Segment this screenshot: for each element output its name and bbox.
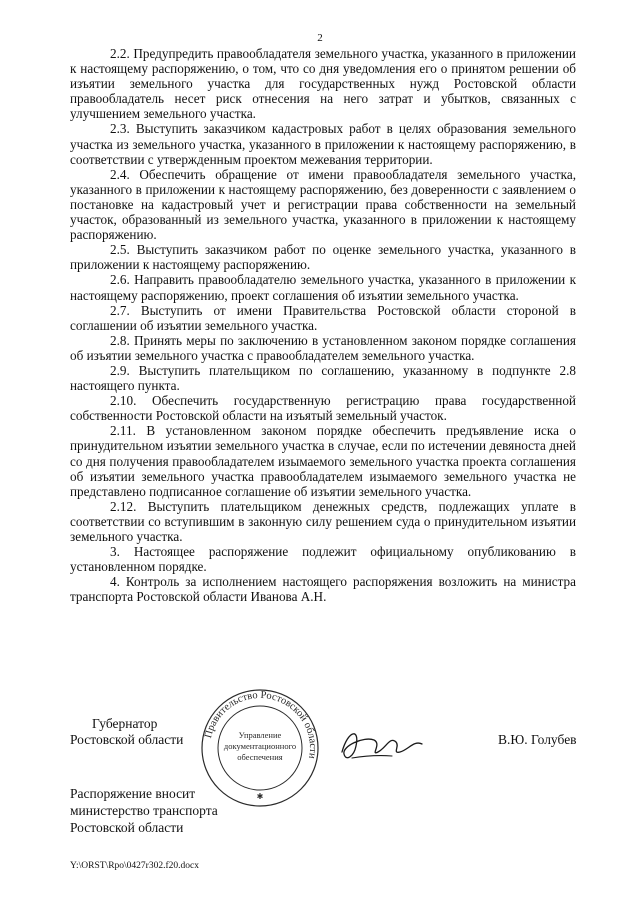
paragraph-2-5: 2.5. Выступить заказчиком работ по оценке земельного участка, указанного в приложении к настоящему распоряжению. [70, 242, 576, 273]
paragraph-2-3: 2.3. Выступить заказчиком кадастровых работ в целях образования земельного участка из земельного участка, указанного в приложении к настоящему распоряжению, в соответствии с утвержденным проектом межевания территории. [70, 121, 576, 167]
signatory-name: В.Ю. Голубев [498, 732, 577, 747]
seal-inner-line-1: Управление [238, 730, 282, 740]
svg-text:✱: ✱ [256, 792, 264, 801]
paragraph-2-8: 2.8. Принять меры по заключению в установленном законом порядке соглашения об изъятии земельного участка с правообладателем земельного участка. [70, 332, 576, 363]
paragraph-2-11: 2.11. В установленном законом порядке обеспечить предъявление иска о принудительном изъятии земельного участка в случае, если по истечении девяноста дней со дня получения правообладателем изымаемого земельного участка проекта соглашения об изъятии земельного участка правообладателем изымаемого земельного участка не представлено подписанное соглашение об изъятии земельного участка. [70, 423, 576, 499]
handwritten-signature-icon [334, 722, 430, 768]
submitter-line-3: Ростовской области [70, 820, 184, 835]
paragraph-2-12: 2.12. Выступить плательщиком денежных средств, подлежащих уплате в соответствии со вступившим в законную силу решением суда о принудительном изъятии земельного участка. [70, 498, 576, 544]
submitter-block [70, 785, 218, 836]
signatory-region: Ростовской области [70, 732, 184, 747]
paragraph-3: 3. Настоящее распоряжение подлежит официальному опубликованию в установленном порядке. [70, 544, 576, 575]
official-seal-icon [200, 688, 320, 808]
seal-inner-line-3: обеспечения [237, 752, 283, 762]
paragraph-2-9: 2.9. Выступить плательщиком по соглашению, указанному в подпункте 2.8 настоящего пункта. [70, 362, 576, 394]
paragraph-4: 4. Контроль за исполнением настоящего распоряжения возложить на министра транспорта Ростовской области Иванова А.Н. [70, 574, 576, 605]
seal-outer-text: Правительство Ростовской области [203, 689, 319, 760]
paragraph-2-2: 2.2. Предупредить правообладателя земельного участка, указанного в приложении к настоящему распоряжению, о том, что со дня уведомления его о принятом решении об изъятии земельного участка для государственных нужд Ростовской области правообладатель несет риск отнесения на него затрат и убытков, связанных с улучшением земельного участка. [70, 46, 576, 122]
file-path-footer: Y:\ORST\Rpo\0427r302.f20.docx [70, 861, 199, 871]
page-number: 2 [317, 32, 323, 44]
paragraph-2-7: 2.7. Выступить от имени Правительства Ростовской области стороной в соглашении об изъятии земельного участка. [70, 302, 576, 333]
paragraph-2-6: 2.6. Направить правообладателю земельного участка, указанного в приложении к настоящему распоряжению, проект соглашения об изъятии земельного участка. [70, 272, 576, 303]
submitter-line-2: министерство транспорта [70, 803, 218, 818]
submitter-line-1: Распоряжение вносит [70, 786, 196, 801]
seal-inner-line-2: документационного [223, 741, 297, 751]
paragraph-2-4: 2.4. Обеспечить обращение от имени правообладателя земельного участка, указанного в приложении к настоящему распоряжению, без доверенности с заявлением о постановке на кадастровый учет и регистрации права собственности на земельный участок, образованный из земельного участка, указанного в приложении к настоящему распоряжению. [70, 166, 576, 243]
signatory-title: Губернатор [92, 716, 158, 731]
paragraph-2-10: 2.10. Обеспечить государственную регистрацию права государственной собственности Ростовской области на изъятый земельный участок. [70, 393, 576, 424]
